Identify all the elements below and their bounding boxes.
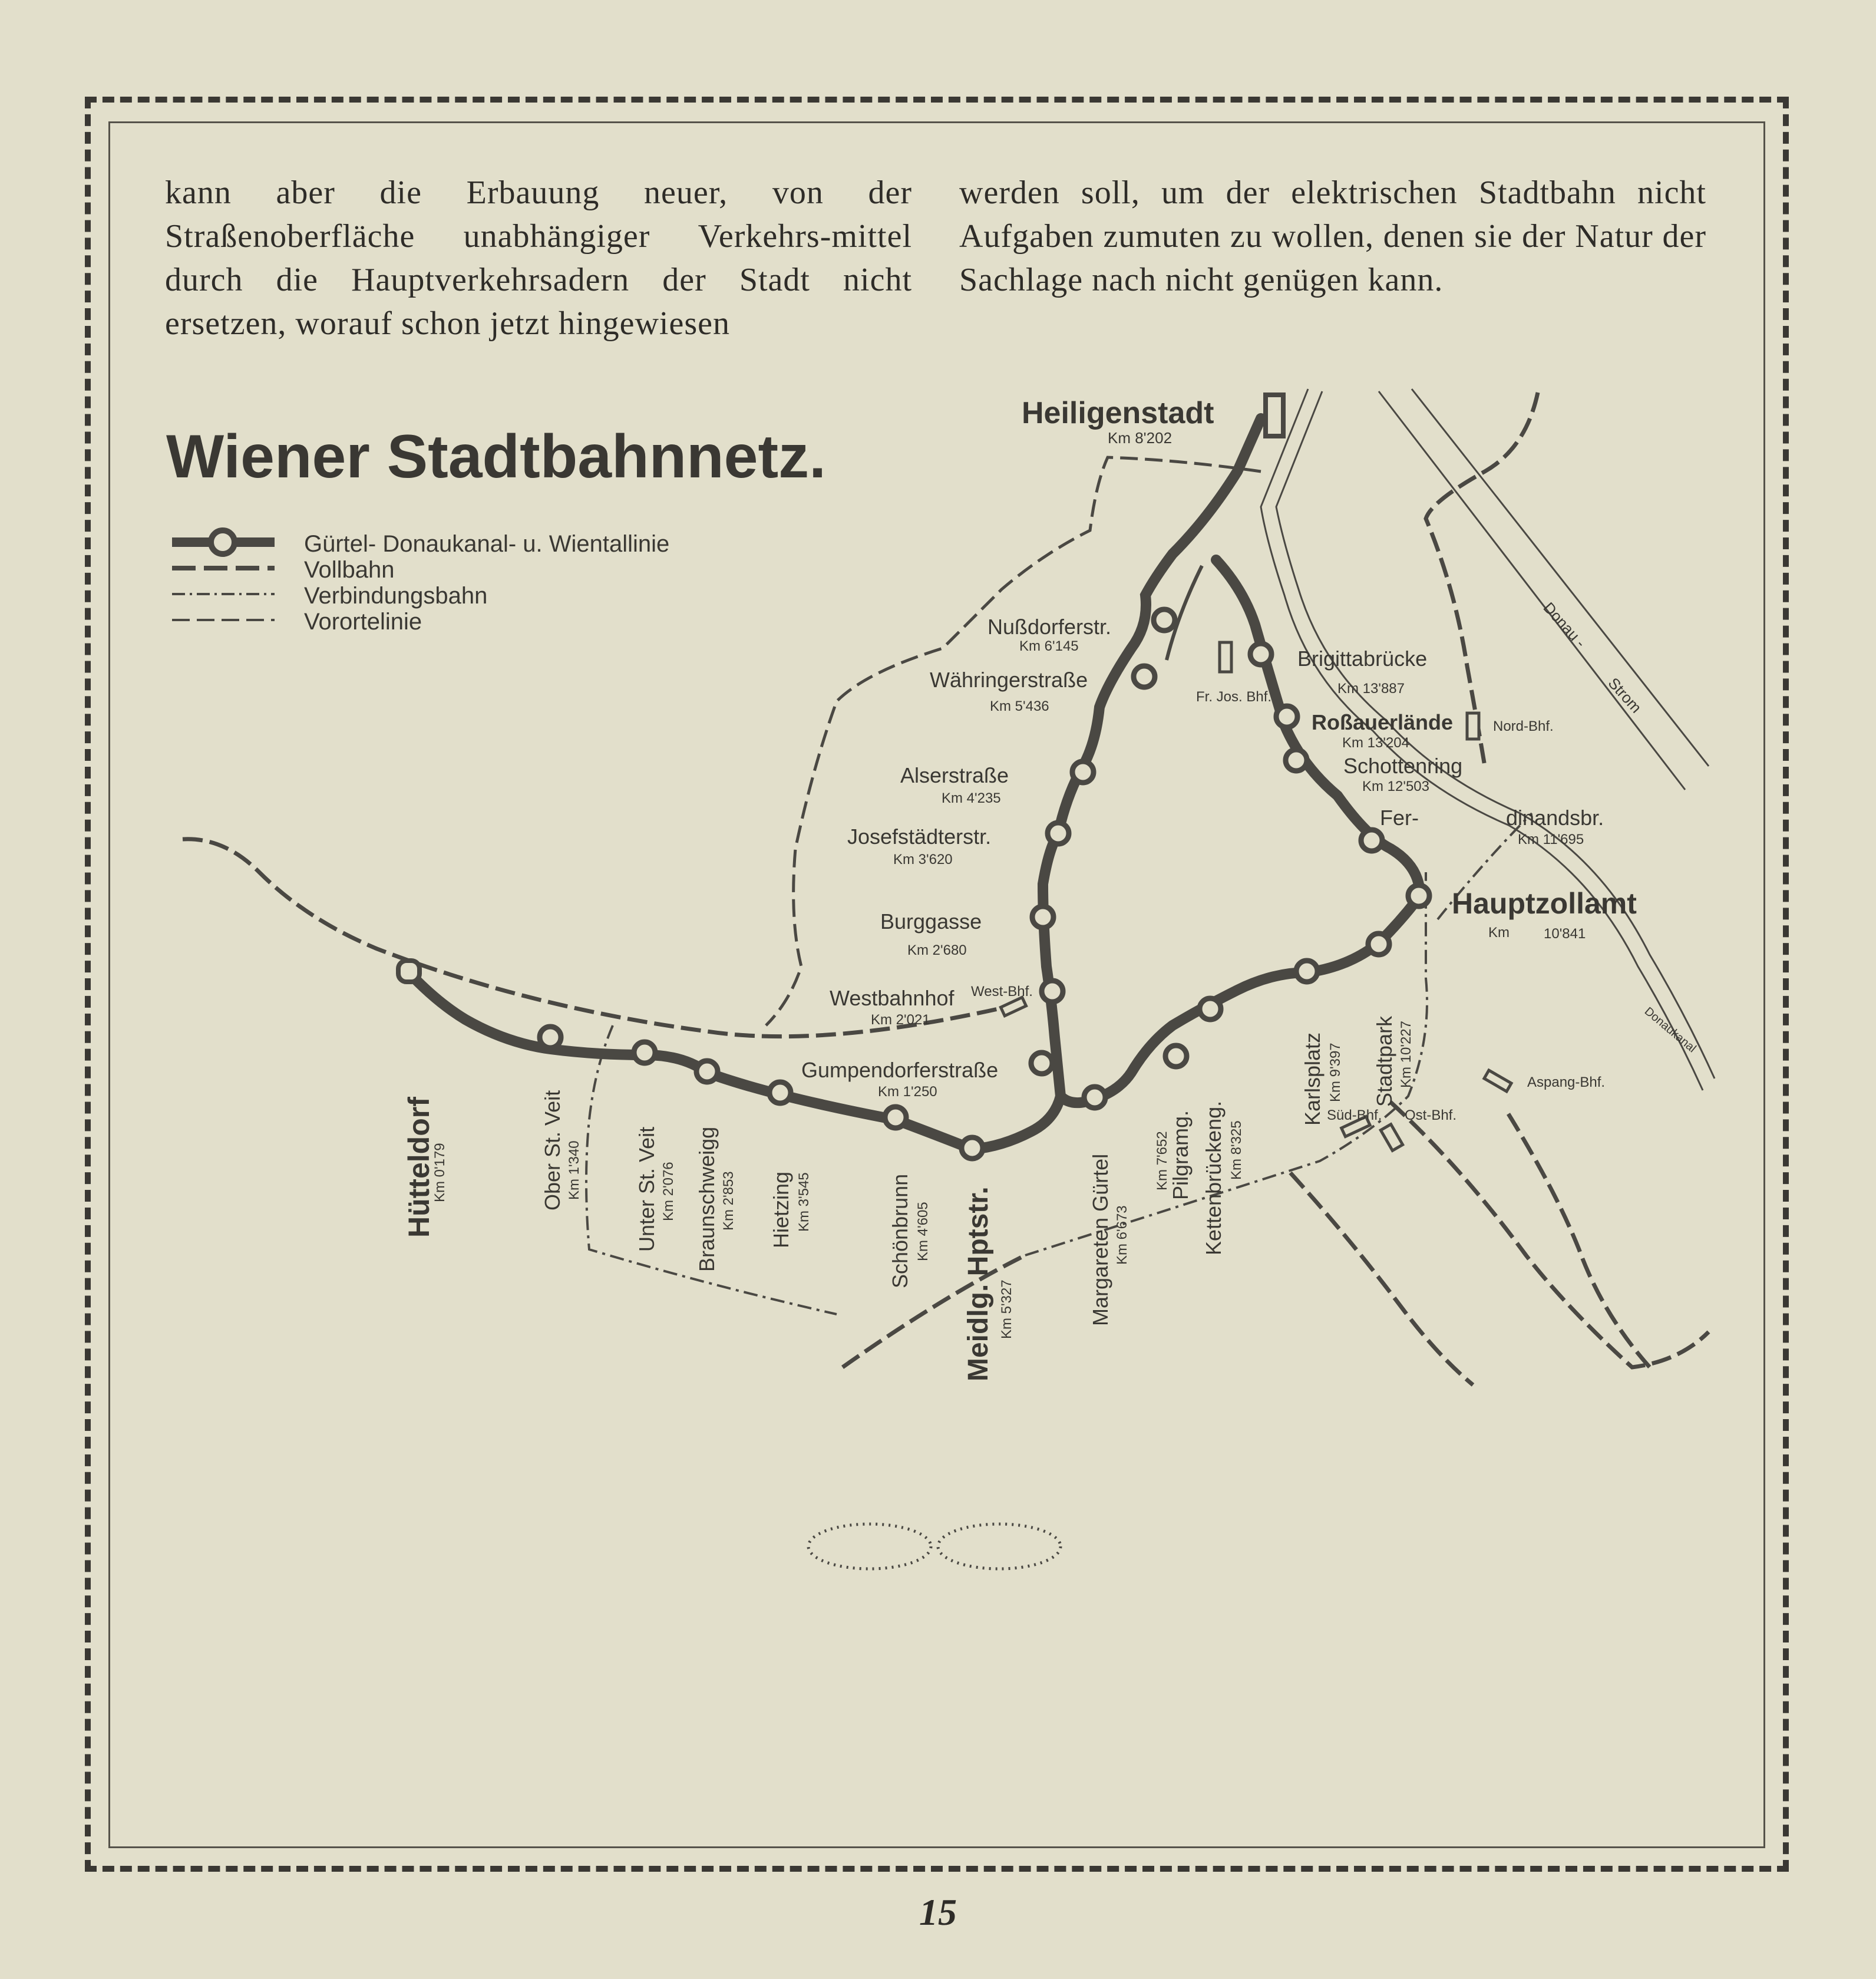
label-nussdorferstr: Nußdorferstr. — [987, 615, 1112, 639]
km-margareten-guertel: Km 6'673 — [1114, 1205, 1130, 1265]
label-sued-bhf: Süd-Bhf. — [1327, 1107, 1382, 1123]
label-hauptzollamt: Hauptzollamt — [1452, 887, 1637, 920]
km-braunschweigg: Km 2'853 — [721, 1171, 736, 1231]
label-westbahnhof: Westbahnhof — [830, 986, 954, 1010]
label-rossauerlaende: Roßauerlände — [1312, 710, 1454, 734]
km-karlsplatz: Km 9'397 — [1327, 1043, 1343, 1102]
legend-label-verbindungsbahn: Verbindungsbahn — [304, 583, 488, 609]
text-column-right: werden soll, um der elektrischen Stadtbahn nicht Aufgaben zumuten zu wollen, denen sie der Natur der Sachlage nach nicht genügen kann. — [959, 174, 1706, 298]
km2-hauptzollamt: 10'841 — [1544, 926, 1586, 942]
label-donaukanal: Donaukanal — [1642, 1004, 1699, 1056]
km-unter-st-veit: Km 2'076 — [660, 1162, 676, 1221]
label-donau: Donau - — [1540, 598, 1590, 651]
map-legend — [172, 530, 669, 635]
label-unter-st-veit: Unter St. Veit — [635, 1126, 659, 1252]
label-waehringerstrasse: Währingerstraße — [930, 668, 1088, 692]
km-huetteldorf: Km 0'179 — [432, 1143, 448, 1202]
heiligenstadt-terminal — [1266, 395, 1283, 436]
label-gumpendorferstrasse: Gumpendorferstraße — [801, 1058, 999, 1082]
km-waehringerstrasse: Km 5'436 — [990, 698, 1049, 714]
label-brigittabruecke: Brigittabrücke — [1297, 647, 1428, 671]
km-schottenring: Km 12'503 — [1362, 779, 1429, 794]
label-huetteldorf: Hütteldorf — [402, 1097, 435, 1238]
label-schoenbrunn: Schönbrunn — [888, 1173, 912, 1288]
legend-label-vollbahn: Vollbahn — [304, 557, 395, 583]
label-aspang-bhf: Aspang-Bhf. — [1527, 1074, 1606, 1090]
text-column-left: kann aber die Erbauung neuer, von der Straßenoberfläche unabhängiger Verkehrs-mittel durch die Hauptverkehrsadern der Stadt nicht ersetzen, worauf schon jetzt hingewiesen — [165, 174, 912, 342]
label-alserstrasse: Alserstraße — [900, 763, 1009, 787]
km-ferdinandsbr: Km 11'695 — [1518, 832, 1584, 847]
km-heiligenstadt: Km 8'202 — [1108, 429, 1172, 447]
km-josefstaedterstr: Km 3'620 — [893, 852, 953, 868]
donaukanal-river — [1261, 389, 1703, 1090]
km-meidlg-hptstr: Km 5'327 — [999, 1279, 1015, 1339]
legend-label-vorortelinie: Vorortelinie — [304, 609, 422, 635]
label-karlsplatz: Karlsplatz — [1300, 1032, 1325, 1126]
label-josefstaedterstr: Josefstädterstr. — [847, 824, 992, 849]
label-hietzing: Hietzing — [769, 1171, 793, 1248]
label-ferdinandsbr-b: dinandsbr. — [1506, 806, 1604, 830]
label-pilgramg: Pilgramg. — [1168, 1110, 1193, 1200]
label-burggasse: Burggasse — [880, 909, 982, 934]
label-fr-jos-bhf: Fr. Jos. Bhf. — [1196, 689, 1272, 705]
label-ferdinandsbr-a: Fer- — [1380, 806, 1419, 830]
label-braunschweigg: Braunschweigg — [695, 1126, 719, 1272]
label-kettenbrueckeng: Kettenbrückeng. — [1201, 1100, 1226, 1255]
km-gumpendorferstrasse: Km 1'250 — [878, 1084, 937, 1100]
label-ober-st-veit: Ober St. Veit — [540, 1090, 564, 1211]
label-west-bhf: West-Bhf. — [971, 984, 1033, 1000]
km-brigittabruecke: Km 13'887 — [1337, 681, 1405, 697]
huetteldorf-terminal — [398, 961, 420, 982]
station-labels-east — [1297, 647, 1637, 942]
km-alserstrasse: Km 4'235 — [942, 790, 1001, 806]
label-nord-bhf: Nord-Bhf. — [1493, 718, 1554, 734]
km-hauptzollamt: Km — [1488, 925, 1510, 941]
km-kettenbrueckeng: Km 8'325 — [1228, 1120, 1244, 1180]
label-strom: Strom — [1604, 674, 1646, 717]
legend-label-stadtbahn: Gürtel- Donaukanal- u. Wientallinie — [304, 531, 670, 557]
km-stadtpark: Km 10'227 — [1398, 1021, 1414, 1088]
label-stadtpark: Stadtpark — [1372, 1015, 1396, 1107]
km-ober-st-veit: Km 1'340 — [566, 1140, 582, 1200]
km-rossauerlaende: Km 13'204 — [1342, 735, 1409, 751]
km-westbahnhof: Km 2'021 — [871, 1012, 930, 1028]
guertel-line — [405, 418, 1261, 1149]
km-hietzing: Km 3'545 — [796, 1172, 812, 1232]
legend-station-icon — [211, 530, 234, 554]
label-heiligenstadt: Heiligenstadt — [1022, 396, 1214, 430]
km-pilgramg: Km 7'652 — [1154, 1131, 1170, 1190]
label-margareten-guertel: Margareten Gürtel — [1088, 1153, 1112, 1326]
page-number: 15 — [919, 1891, 957, 1933]
km-burggasse: Km 2'680 — [907, 942, 967, 958]
label-meidlg-hptstr: Meidlg. Hptstr. — [963, 1186, 994, 1381]
label-schottenring: Schottenring — [1343, 754, 1463, 778]
km-nussdorferstr: Km 6'145 — [1019, 638, 1079, 654]
map-title: Wiener Stadtbahnnetz. — [166, 423, 827, 491]
km-schoenbrunn: Km 4'605 — [915, 1202, 931, 1261]
label-ost-bhf: Ost-Bhf. — [1405, 1107, 1457, 1123]
ornament-divider — [808, 1524, 1061, 1569]
